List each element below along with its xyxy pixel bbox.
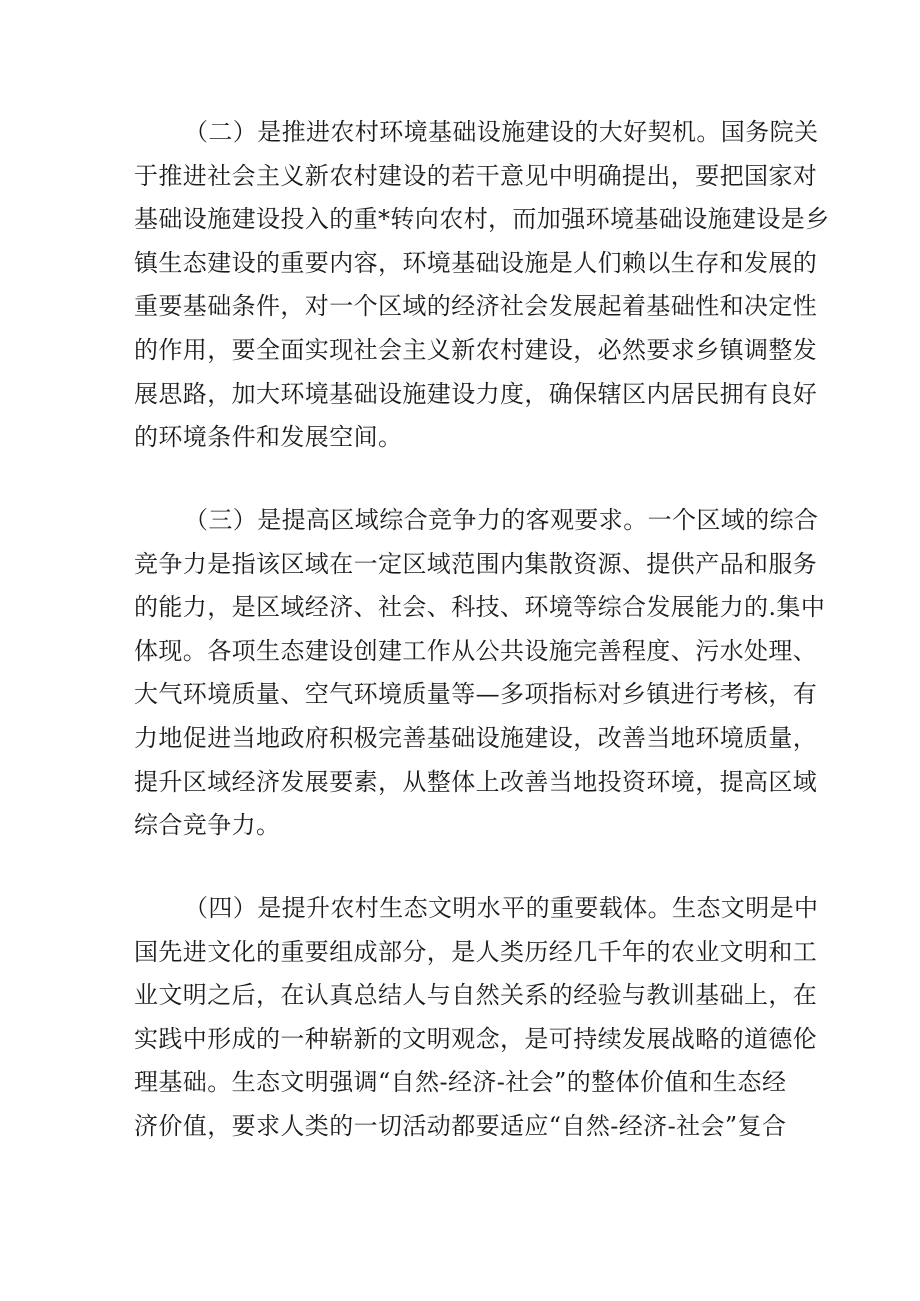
paragraph-line: （三）是提高区域综合竞争力的客观要求。一个区域的综合: [184, 506, 819, 534]
paragraph-line: 于推进社会主义新农村建设的若干意见中明确提出，要把国家对: [134, 161, 818, 190]
paragraph-line: 体现。各项生态建设创建工作从公共设施完善程度、污水处理、: [134, 636, 818, 665]
paragraph-section-2: [134, 111, 830, 460]
paragraph-line: 业文明之后，在认真总结人与自然关系的经验与教训基础上，在: [134, 981, 818, 1010]
paragraph-line: 展思路，加大环境基础设施建设力度，确保辖区内居民拥有良好: [134, 379, 818, 408]
paragraph-line: 国先进文化的重要组成部分，是人类历经几千年的农业文明和工: [134, 937, 818, 966]
paragraph-line: （四）是提升农村生态文明水平的重要载体。生态文明是中: [184, 894, 819, 922]
paragraph-section-3: [134, 499, 826, 848]
paragraph-line: 的能力，是区域经济、社会、科技、环境等综合发展能力的.集中: [134, 593, 826, 622]
paragraph-line: 大气环境质量、空气环境质量等—多项指标对乡镇进行考核，有: [134, 680, 818, 709]
paragraph-line: 综合竞争力。: [134, 811, 281, 840]
paragraph-line: 提升区域经济发展要素，从整体上改善当地投资环境，提高区域: [134, 767, 818, 796]
paragraph-line: 竞争力是指该区域在一定区域范围内集散资源、提供产品和服务: [134, 549, 818, 578]
paragraph-line: 力地促进当地政府积极完善基础设施建设，改善当地环境质量，: [134, 723, 818, 752]
paragraph-section-4: [134, 887, 819, 1149]
paragraph-line: 的环境条件和发展空间。: [134, 423, 403, 452]
paragraph-line: 实践中形成的一种崭新的文明观念，是可持续发展战略的道德伦: [134, 1024, 818, 1053]
paragraph-line: 重要基础条件，对一个区域的经济社会发展起着基础性和决定性: [134, 292, 818, 321]
paragraph-line: 基础设施建设投入的重*转向农村，而加强环境基础设施建设是乡: [134, 205, 830, 234]
paragraph-line: 的作用，要全面实现社会主义新农村建设，必然要求乡镇调整发: [134, 335, 818, 364]
paragraph-line: 镇生态建设的重要内容，环境基础设施是人们赖以生存和发展的: [134, 248, 818, 277]
paragraph-line: （二）是推进农村环境基础设施建设的大好契机。国务院关: [184, 118, 819, 146]
paragraph-line: 理基础。生态文明强调“自然-经济-社会”的整体价值和生态经: [134, 1068, 787, 1097]
paragraph-line: 济价值，要求人类的一切活动都要适应“自然-经济-社会”复合: [134, 1111, 787, 1140]
